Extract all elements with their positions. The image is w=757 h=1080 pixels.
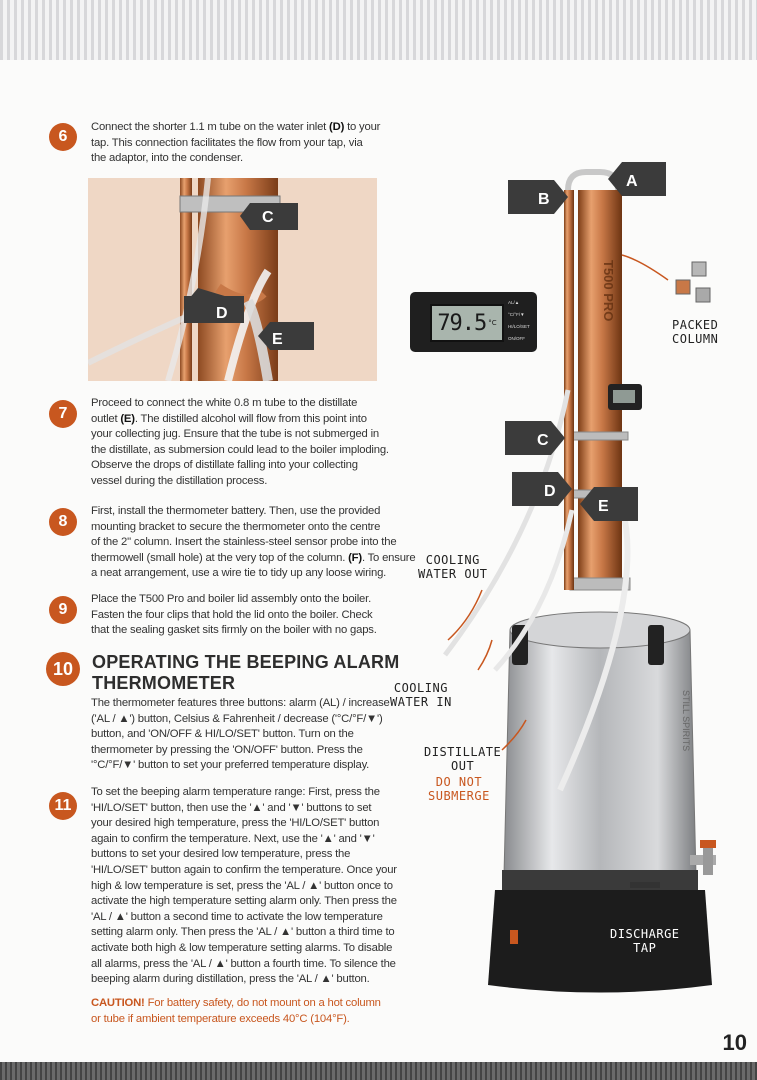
- tag-d: [512, 472, 572, 506]
- label-cooling-water-out: COOLING WATER OUT: [418, 553, 488, 581]
- step-8-text: First, install the thermometer battery. Then, use the provided mounting bracket to secure the thermometer onto the centre of the 2" column. Insert the stainless-steel sensor probe into the thermowell (small hole) at the very top of the column. (F). To ensure a neat arrangement, use a wire tie to tidy up any loose wiring.: [91, 505, 416, 580]
- tag-c: [505, 421, 565, 455]
- svg-text:D: D: [544, 483, 556, 500]
- al-button[interactable]: AL/▲: [508, 300, 520, 305]
- svg-text:C: C: [537, 432, 549, 449]
- label-distillate-out: DISTILLATE OUT: [424, 745, 502, 773]
- tag-b: [508, 180, 568, 214]
- cooling-in-pointer: [478, 640, 492, 670]
- step-11-text: To set the beeping alarm temperature range: First, press the 'HI/LO/SET' button, then use the '▲' and '▼' buttons to set your desired high temperature, press the 'HI/LO/SET' button again to confirm the temperature. Next, use the '▲' and '▼' buttons to set your desired low temperature, press the 'HI/LO/SET' button again to confirm the temperature. Once your high & low temperature is set, press the 'AL / ▲' button once to activate the high temperature setting alarm only. Then press the 'AL / ▲' button a second time to activate the low temperature setting alarm only. Then press the 'AL / ▲' button a third time to activate both high & low temperature setting alarms. To disable all alarms, press the 'AL / ▲' button a fourth time. To silence the beeping alarm during distillation, press the 'AL / ▲' button.: [91, 786, 397, 986]
- step-11-badge: 11: [49, 792, 77, 820]
- tag-c-photo: [240, 203, 298, 230]
- page-number: 10: [722, 1030, 747, 1055]
- thermometer-display: [430, 304, 504, 342]
- label-cooling-water-in: COOLING WATER IN: [390, 681, 452, 709]
- on-off-button[interactable]: ON/OFF: [508, 336, 525, 341]
- step-6-text: Connect the shorter 1.1 m tube on the water inlet (D) to your tap. This connection facilitates the flow from your tap, via the adaptor, into the condenser.: [91, 121, 381, 165]
- connection-photo: [88, 178, 377, 381]
- packing-chunks: [676, 262, 710, 302]
- digital-thermometer: [410, 292, 537, 352]
- step-7-badge: 7: [49, 400, 77, 428]
- cooling-out-pointer: [448, 590, 482, 640]
- tag-e-photo: [258, 322, 314, 350]
- top-decorative-band: [0, 0, 757, 60]
- svg-text:C: C: [262, 209, 274, 226]
- step-9-text: Place the T500 Pro and boiler lid assembly onto the boiler. Fasten the four clips that hold the lid onto the boiler. Check that the sealing gasket sits firmly on the boiler with no gaps.: [91, 593, 377, 637]
- step-6-badge: 6: [49, 123, 77, 151]
- step-7-text: Proceed to connect the white 0.8 m tube to the distillate outlet (E). The distilled alcohol will flow from this point into your collecting jug. Ensure that the tube is not submerged in the distillate, as submersion could lead to the boiler imploding. Observe the drops of distillate falling into your collecting vessel during the distillation process.: [91, 397, 389, 487]
- label-do-not-submerge: DO NOT SUBMERGE: [428, 775, 490, 803]
- boiler-brand: STILL SPIRITS: [681, 690, 691, 752]
- label-discharge-tap: DISCHARGE TAP: [610, 927, 680, 955]
- step-10-text: The thermometer features three buttons: alarm (AL) / increase ('AL / ▲') button, Celsius & Fahrenheit / decrease ('°C/°F/▼') button, and 'ON/OFF & HI/LO/SET' button. Turn on the thermometer by pressing the 'ON/OFF' button. Press the '°C/°F/▼' button to set your preferred temperature display.: [91, 697, 390, 772]
- thermometer-buttons: [508, 297, 536, 345]
- tag-a: [608, 162, 668, 196]
- bottom-decorative-band: [0, 1062, 757, 1080]
- packed-column-pointer: [622, 255, 668, 280]
- step-10-badge: 10: [46, 652, 80, 686]
- caution-label: CAUTION!: [91, 997, 145, 1009]
- svg-text:D: D: [216, 305, 228, 322]
- step-8-badge: 8: [49, 508, 77, 536]
- column-brand: T500 PRO: [601, 260, 616, 322]
- tag-e: [580, 487, 640, 521]
- svg-text:B: B: [538, 191, 550, 208]
- temperature-reading: 79.5: [437, 310, 487, 336]
- section-heading: OPERATING THE BEEPING ALARM THERMOMETER: [92, 652, 400, 693]
- label-packed-column: PACKED COLUMN: [672, 318, 719, 346]
- svg-text:E: E: [272, 331, 283, 348]
- temperature-unit: °C: [488, 319, 497, 327]
- unit-button[interactable]: °C/°F/▼: [508, 312, 525, 317]
- caution-note: CAUTION! For battery safety, do not mount on a hot column or tube if ambient temperature exceeds 40°C (104°F).: [91, 997, 381, 1025]
- svg-text:A: A: [626, 173, 638, 190]
- hilo-set-button[interactable]: HI/LO/SET: [508, 324, 530, 329]
- svg-text:E: E: [598, 498, 609, 515]
- step-9-badge: 9: [49, 596, 77, 624]
